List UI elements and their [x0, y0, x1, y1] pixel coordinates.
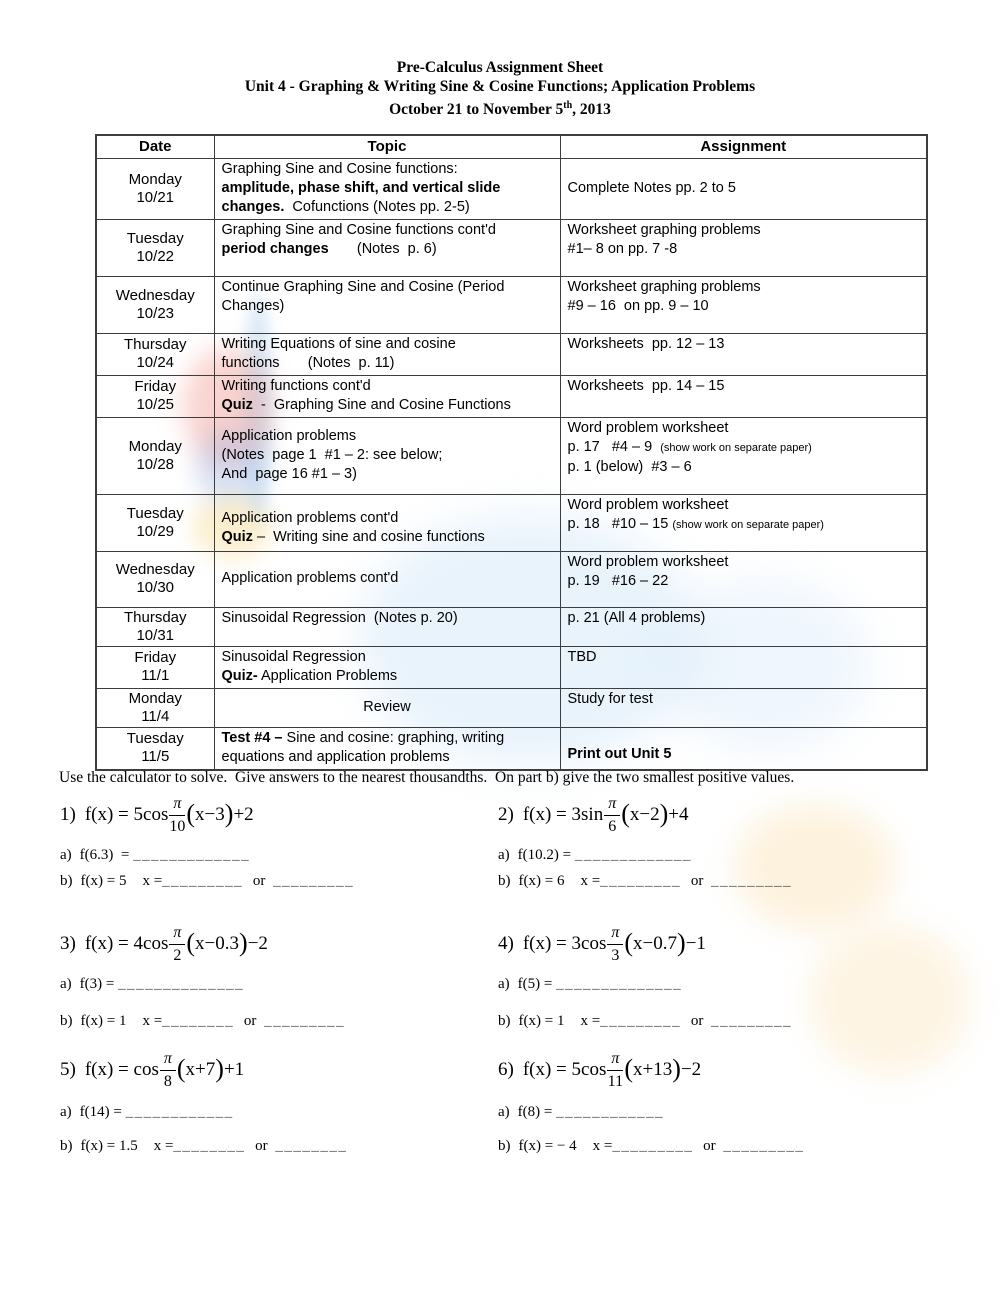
assign-cell: Study for test — [560, 688, 927, 727]
part-a-line: a) f(3) = ______________ — [60, 976, 245, 992]
table-row — [96, 375, 927, 417]
date-cell: Tuesday 10/22 — [96, 219, 214, 276]
problem-equation: 1) f(x) = 5cos $\frac{\pi}{10}$ ( x−3 ) +2 — [60, 795, 254, 835]
topic-cell: Writing functions cont'd Quiz - Graphing Sine and Cosine Functions — [214, 375, 560, 417]
assign-cell: Complete Notes pp. 2 to 5 — [560, 158, 927, 219]
date-cell: Friday 11/1 — [96, 646, 214, 688]
date-cell: Tuesday 10/29 — [96, 494, 214, 551]
assign-cell: Print out Unit 5 — [560, 727, 927, 770]
date-cell: Monday 11/4 — [96, 688, 214, 727]
problem-equation: 2) f(x) = 3sin $\frac{\pi}{6}$ ( x−2 ) +4 — [498, 795, 689, 835]
part-b-line: b) f(x) = 5 x =_________ or _________ — [60, 873, 355, 889]
date-cell: Wednesday 10/23 — [96, 276, 214, 333]
problems-instructions: Use the calculator to solve. Give answers to the nearest thousandths. On part b) give the two smallest positive values. — [59, 769, 795, 786]
problem-equation: 4) f(x) = 3cos $\frac{\pi}{3}$ ( x−0.7 ) −1 — [498, 924, 706, 964]
table-header-row — [96, 135, 927, 158]
schedule-table-wrap — [95, 134, 928, 771]
topic-cell: Application problems (Notes page 1 #1 – 2: see below; And page 16 #1 – 3) — [214, 417, 560, 494]
table-row — [96, 417, 927, 494]
column-header-date: Date — [96, 135, 214, 158]
title-line-3: October 21 to November 5th, 2013 — [389, 100, 611, 119]
assign-cell: Word problem worksheet p. 19 #16 – 22 — [560, 551, 927, 607]
part-b-line: b) f(x) = 6 x =_________ or _________ — [498, 873, 793, 889]
part-b-line: b) f(x) = 1.5 x =________ or ________ — [60, 1138, 348, 1154]
table-row — [96, 333, 927, 375]
column-header-assignment: Assignment — [560, 135, 927, 158]
topic-cell: Application problems cont'd — [214, 551, 560, 607]
fraction: $\frac{\pi}{11}$ — [607, 1050, 624, 1090]
part-b-line: b) f(x) = 1 x =_________ or _________ — [498, 1013, 793, 1029]
date-cell: Wednesday 10/30 — [96, 551, 214, 607]
date-cell: Tuesday 11/5 — [96, 727, 214, 770]
fraction: $\frac{\pi}{10}$ — [169, 795, 186, 835]
problem-6 — [498, 1046, 804, 1155]
fraction: $\frac{\pi}{3}$ — [607, 924, 623, 964]
assign-cell: Worksheets pp. 14 – 15 — [560, 375, 927, 417]
table-row — [96, 276, 927, 333]
watermark-orange-blob-2 — [810, 925, 970, 1075]
part-b-line: b) f(x) = − 4 x =_________ or _________ — [498, 1138, 805, 1154]
topic-cell: Writing Equations of sine and cosine functions (Notes p. 11) — [214, 333, 560, 375]
table-row — [96, 607, 927, 646]
table-row — [96, 727, 927, 770]
topic-cell: Sinusoidal Regression (Notes p. 20) — [214, 607, 560, 646]
table-row — [96, 219, 927, 276]
part-b-line: b) f(x) = 1 x =________ or _________ — [60, 1013, 346, 1029]
table-row — [96, 688, 927, 727]
fraction: $\frac{\pi}{2}$ — [169, 924, 185, 964]
topic-cell: Application problems cont'd Quiz – Writing sine and cosine functions — [214, 494, 560, 551]
assign-cell: Worksheet graphing problems #9 – 16 on pp. 9 – 10 — [560, 276, 927, 333]
part-a-line: a) f(8) = ____________ — [498, 1104, 665, 1120]
problem-equation: 6) f(x) = 5cos $\frac{\pi}{11}$ ( x+13 ) −2 — [498, 1050, 702, 1090]
assignment-schedule-table — [95, 134, 928, 771]
table-row — [96, 494, 927, 551]
problem-2 — [498, 791, 792, 890]
problem-1 — [60, 791, 354, 890]
assign-cell: Worksheets pp. 12 – 13 — [560, 333, 927, 375]
problem-5 — [60, 1046, 347, 1155]
title-line-1: Pre-Calculus Assignment Sheet — [396, 59, 604, 76]
topic-cell: Review — [214, 688, 560, 727]
part-a-line: a) f(6.3) = _____________ — [60, 847, 251, 863]
topic-cell: Sinusoidal Regression Quiz- Application Problems — [214, 646, 560, 688]
assign-cell: Worksheet graphing problems #1– 8 on pp. 7 -8 — [560, 219, 927, 276]
date-cell: Thursday 10/24 — [96, 333, 214, 375]
title-line-2: Unit 4 - Graphing & Writing Sine & Cosine Functions; Application Problems — [244, 78, 756, 95]
table-row — [96, 551, 927, 607]
assign-cell: p. 21 (All 4 problems) — [560, 607, 927, 646]
date-cell: Thursday 10/31 — [96, 607, 214, 646]
assign-cell: TBD — [560, 646, 927, 688]
assign-cell: Word problem worksheet p. 17 #4 – 9 (show work on separate paper) p. 1 (below) #3 – 6 — [560, 417, 927, 494]
assignment-table-body — [96, 158, 927, 770]
date-cell: Monday 10/28 — [96, 417, 214, 494]
topic-cell: Continue Graphing Sine and Cosine (Period Changes) — [214, 276, 560, 333]
column-header-topic: Topic — [214, 135, 560, 158]
date-cell: Friday 10/25 — [96, 375, 214, 417]
fraction: $\frac{\pi}{8}$ — [160, 1050, 176, 1090]
problem-4 — [498, 920, 792, 1030]
topic-cell: Graphing Sine and Cosine functions: amplitude, phase shift, and vertical slide changes. Cofunctions (Notes pp. 2-5) — [214, 158, 560, 219]
topic-cell: Test #4 – Sine and cosine: graphing, writing equations and application problems — [214, 727, 560, 770]
part-a-line: a) f(14) = ____________ — [60, 1104, 234, 1120]
fraction: $\frac{\pi}{6}$ — [604, 795, 620, 835]
table-row — [96, 646, 927, 688]
document-title — [0, 58, 1000, 119]
part-a-line: a) f(5) = ______________ — [498, 976, 683, 992]
assign-cell: Word problem worksheet p. 18 #10 – 15 (show work on separate paper) — [560, 494, 927, 551]
problem-equation: 5) f(x) = cos $\frac{\pi}{8}$ ( x+7 ) +1 — [60, 1050, 245, 1090]
part-a-line: a) f(10.2) = _____________ — [498, 847, 692, 863]
table-row — [96, 158, 927, 219]
problem-3 — [60, 920, 345, 1030]
date-cell: Monday 10/21 — [96, 158, 214, 219]
topic-cell: Graphing Sine and Cosine functions cont'd period changes (Notes p. 6) — [214, 219, 560, 276]
problem-equation: 3) f(x) = 4cos $\frac{\pi}{2}$ ( x−0.3 ) −2 — [60, 924, 268, 964]
